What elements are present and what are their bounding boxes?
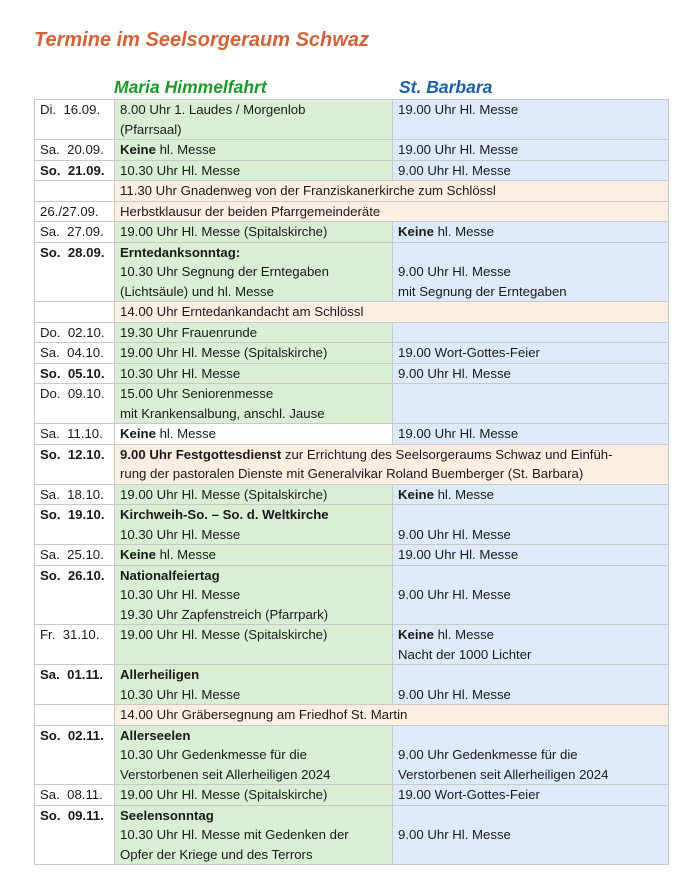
maria-himmelfahrt-cell [115, 545, 393, 566]
maria-himmelfahrt-cell [115, 424, 393, 445]
maria-himmelfahrt-cell [115, 505, 393, 545]
table-row [35, 160, 669, 181]
entry-text: hl. Messe [155, 547, 217, 562]
date-cell: 26./27.09. [35, 201, 115, 222]
table-row [35, 505, 669, 545]
entry-line [120, 806, 387, 826]
entry-bold-text: Keine [120, 426, 156, 441]
joint-event-cell [115, 181, 669, 202]
entry-text: Verstorbenen seit Allerheiligen 2024 [398, 766, 609, 782]
entry-bold-text: Keine [120, 547, 156, 562]
entry-text: 9.00 Uhr Hl. Messe [398, 162, 511, 178]
entry-line [398, 262, 663, 282]
maria-himmelfahrt-cell [115, 322, 393, 343]
entry-line [120, 202, 663, 222]
entry-text: Nacht der 1000 Lichter [398, 646, 532, 662]
date-cell: So. 19.10. [35, 505, 115, 545]
entry-bold-text: Keine [120, 142, 156, 157]
entry-line [120, 765, 387, 785]
joint-event-cell [115, 302, 669, 323]
entry-line [120, 384, 387, 404]
entry-line [120, 302, 663, 322]
st-barbara-cell [393, 545, 669, 566]
column-header-st-barbara: St. Barbara [399, 77, 493, 97]
entry-line [120, 181, 663, 201]
date-cell [35, 705, 115, 726]
maria-himmelfahrt-cell [115, 805, 393, 865]
entry-text: 19.30 Uhr Frauenrunde [120, 324, 258, 340]
entry-text: 10.30 Uhr Hl. Messe mit Gedenken der [120, 827, 349, 842]
entry-line [120, 445, 663, 465]
maria-himmelfahrt-cell [115, 725, 393, 785]
maria-himmelfahrt-cell [115, 484, 393, 505]
table-row [35, 665, 669, 705]
entry-text: 15.00 Uhr Seniorenmesse [120, 386, 274, 401]
table-row [35, 565, 669, 625]
entry-text: 19.00 Wort-Gottes-Feier [398, 787, 540, 802]
entry-text: hl. Messe [433, 627, 495, 642]
date-cell: Di. 16.09. [35, 100, 115, 140]
entry-text: zur Errichtung des Seelsorgeraums Schwaz und Einfüh- [281, 446, 613, 462]
entry-bold-text: Kirchweih-So. – So. d. Weltkirche [120, 507, 329, 522]
entry-line [398, 343, 663, 363]
table-row [35, 805, 669, 865]
entry-text: Opfer der Kriege und des Terrors [120, 846, 313, 862]
table-row [35, 222, 669, 243]
entry-line [398, 585, 663, 605]
joint-event-cell [115, 201, 669, 222]
st-barbara-cell [393, 242, 669, 302]
date-cell: So. 09.11. [35, 805, 115, 865]
date-cell: Do. 02.10. [35, 322, 115, 343]
st-barbara-cell [393, 785, 669, 806]
date-cell: Do. 09.10. [35, 384, 115, 424]
table-row [35, 181, 669, 202]
entry-line [120, 665, 387, 685]
entry-text: 19.00 Wort-Gottes-Feier [398, 345, 540, 360]
entry-line [120, 705, 663, 725]
entry-line [398, 685, 663, 705]
maria-himmelfahrt-cell [115, 785, 393, 806]
entry-line [398, 222, 663, 242]
st-barbara-cell [393, 805, 669, 865]
entry-line [120, 545, 387, 565]
entry-text: 9.00 Uhr Hl. Messe [398, 365, 511, 381]
maria-himmelfahrt-cell [115, 625, 393, 665]
entry-line [120, 100, 387, 120]
date-cell: So. 12.10. [35, 444, 115, 484]
entry-line [120, 262, 387, 282]
st-barbara-cell [393, 625, 669, 665]
entry-line [398, 161, 663, 181]
date-cell: Sa. 27.09. [35, 222, 115, 243]
table-row [35, 545, 669, 566]
date-cell: So. 26.10. [35, 565, 115, 625]
entry-line [120, 364, 387, 384]
entry-line [120, 605, 387, 625]
entry-bold-text: Nationalfeiertag [120, 567, 220, 583]
entry-line [120, 464, 663, 484]
entry-text: hl. Messe [155, 142, 217, 157]
date-cell: Sa. 01.11. [35, 665, 115, 705]
entry-text: 14.00 Uhr Gräbersegnung am Friedhof St. Martin [120, 707, 408, 722]
date-cell: So. 02.11. [35, 725, 115, 785]
entry-line [398, 785, 663, 805]
maria-himmelfahrt-cell [115, 665, 393, 705]
st-barbara-cell [393, 322, 669, 343]
entry-bold-text: Keine [398, 627, 434, 642]
entry-text: 19.00 Uhr Hl. Messe (Spitalskirche) [120, 486, 328, 502]
entry-line [120, 120, 387, 140]
entry-text: 9.00 Uhr Hl. Messe [398, 264, 511, 279]
entry-line [120, 505, 387, 525]
entry-line [398, 243, 663, 263]
entry-text: 9.00 Uhr Hl. Messe [398, 686, 511, 702]
entry-text: mit Segnung der Erntegaben [398, 283, 567, 299]
st-barbara-cell [393, 222, 669, 243]
maria-himmelfahrt-cell [115, 222, 393, 243]
entry-line [120, 645, 387, 665]
entry-line [120, 726, 387, 746]
entry-line [398, 282, 663, 302]
entry-text: 10.30 Uhr Hl. Messe [120, 587, 241, 602]
entry-line [120, 785, 387, 805]
date-cell: Sa. 25.10. [35, 545, 115, 566]
entry-text: 19.00 Uhr Hl. Messe (Spitalskirche) [120, 224, 328, 239]
entry-text: rung der pastoralen Dienste mit Generalvikar Roland Buemberger (St. Barbara) [120, 466, 584, 481]
entry-line [398, 625, 663, 645]
entry-bold-text: 9.00 Uhr Festgottesdienst [120, 446, 282, 462]
entry-text: hl. Messe [433, 486, 495, 502]
entry-text: mit Krankensalbung, anschl. Jause [120, 405, 325, 421]
table-row [35, 725, 669, 785]
entry-line [120, 745, 387, 765]
entry-line [120, 140, 387, 160]
st-barbara-cell [393, 100, 669, 140]
schedule-table [34, 99, 669, 865]
st-barbara-cell [393, 725, 669, 785]
table-row [35, 302, 669, 323]
maria-himmelfahrt-cell [115, 343, 393, 364]
entry-text: 10.30 Uhr Segnung der Erntegaben [120, 264, 329, 279]
maria-himmelfahrt-cell [115, 384, 393, 424]
maria-himmelfahrt-cell [115, 160, 393, 181]
column-header-maria-himmelfahrt: Maria Himmelfahrt [114, 77, 267, 97]
entry-text: hl. Messe [433, 224, 495, 239]
table-row [35, 625, 669, 665]
entry-text: 9.00 Uhr Hl. Messe [398, 827, 511, 842]
entry-line [398, 765, 663, 785]
entry-line [398, 726, 663, 746]
entry-bold-text: Keine [398, 486, 434, 502]
entry-line [398, 665, 663, 685]
schedule-body [35, 100, 669, 865]
entry-text: 19.00 Uhr Hl. Messe [398, 102, 519, 117]
st-barbara-cell [393, 343, 669, 364]
entry-line [120, 685, 387, 705]
entry-text: 8.00 Uhr 1. Laudes / Morgenlob [120, 102, 306, 117]
entry-line [120, 845, 387, 865]
table-row [35, 100, 669, 140]
st-barbara-cell [393, 363, 669, 384]
entry-text: 19.00 Uhr Hl. Messe (Spitalskirche) [120, 345, 328, 360]
entry-text: 9.00 Uhr Hl. Messe [398, 587, 511, 602]
table-row [35, 242, 669, 302]
maria-himmelfahrt-cell [115, 565, 393, 625]
entry-line [120, 424, 387, 444]
maria-himmelfahrt-cell [115, 242, 393, 302]
entry-text: 11.30 Uhr Gnadenweg von der Franziskanerkirche zum Schlössl [120, 183, 496, 198]
st-barbara-cell [393, 384, 669, 424]
entry-line [398, 100, 663, 120]
entry-line [398, 364, 663, 384]
entry-text: 10.30 Uhr Hl. Messe [120, 162, 241, 178]
date-cell: Sa. 20.09. [35, 140, 115, 161]
entry-line [398, 745, 663, 765]
entry-line [398, 566, 663, 586]
entry-text: Herbstklausur der beiden Pfarrgemeinderäte [120, 203, 381, 219]
entry-text: 19.30 Uhr Zapfenstreich (Pfarrpark) [120, 606, 329, 622]
table-row [35, 322, 669, 343]
page-title: Termine im Seelsorgeraum Schwaz [34, 29, 369, 51]
entry-line [120, 525, 387, 545]
entry-text: Verstorbenen seit Allerheiligen 2024 [120, 766, 331, 782]
entry-line [398, 806, 663, 826]
date-cell: So. 28.09. [35, 242, 115, 302]
entry-bold-text: Erntedanksonntag: [120, 244, 241, 260]
date-cell: Fr. 31.10. [35, 625, 115, 665]
table-row [35, 363, 669, 384]
entry-text: 10.30 Uhr Hl. Messe [120, 526, 241, 542]
table-row [35, 785, 669, 806]
date-cell: Sa. 18.10. [35, 484, 115, 505]
entry-line [398, 645, 663, 665]
entry-text: (Pfarrsaal) [120, 121, 182, 137]
st-barbara-cell [393, 565, 669, 625]
entry-text: 10.30 Uhr Gedenkmesse für die [120, 747, 307, 762]
entry-line [120, 566, 387, 586]
entry-line [398, 485, 663, 505]
entry-line [120, 222, 387, 242]
st-barbara-cell [393, 140, 669, 161]
table-row [35, 201, 669, 222]
date-cell [35, 181, 115, 202]
entry-text: (Lichtsäule) und hl. Messe [120, 283, 274, 299]
entry-text: 19.00 Uhr Hl. Messe (Spitalskirche) [120, 787, 328, 802]
entry-line [120, 161, 387, 181]
entry-line [120, 825, 387, 845]
entry-text: 14.00 Uhr Erntedankandacht am Schlössl [120, 304, 364, 319]
entry-text: 19.00 Uhr Hl. Messe [398, 142, 519, 157]
table-row [35, 424, 669, 445]
entry-line [120, 343, 387, 363]
entry-text: 9.00 Uhr Gedenkmesse für die [398, 747, 578, 762]
maria-himmelfahrt-cell [115, 140, 393, 161]
table-row [35, 343, 669, 364]
entry-line [120, 282, 387, 302]
entry-line [120, 625, 387, 645]
entry-line [398, 424, 663, 444]
joint-event-cell [115, 444, 669, 484]
entry-bold-text: Keine [398, 224, 434, 239]
table-row [35, 384, 669, 424]
entry-text: hl. Messe [155, 426, 217, 441]
entry-bold-text: Seelensonntag [120, 807, 214, 823]
date-cell: So. 21.09. [35, 160, 115, 181]
entry-line [398, 545, 663, 565]
date-cell: Sa. 04.10. [35, 343, 115, 364]
st-barbara-cell [393, 665, 669, 705]
maria-himmelfahrt-cell [115, 363, 393, 384]
entry-line [398, 525, 663, 545]
joint-event-cell [115, 705, 669, 726]
entry-line [120, 323, 387, 343]
date-cell: Sa. 08.11. [35, 785, 115, 806]
table-row [35, 705, 669, 726]
entry-text: 19.00 Uhr Hl. Messe [398, 426, 519, 441]
date-cell: So. 05.10. [35, 363, 115, 384]
entry-text: 19.00 Uhr Hl. Messe (Spitalskirche) [120, 627, 328, 642]
date-cell: Sa. 11.10. [35, 424, 115, 445]
entry-text: 19.00 Uhr Hl. Messe [398, 547, 519, 562]
entry-line [120, 243, 387, 263]
entry-line [120, 404, 387, 424]
st-barbara-cell [393, 484, 669, 505]
table-row [35, 140, 669, 161]
entry-text: 10.30 Uhr Hl. Messe [120, 365, 241, 381]
date-cell [35, 302, 115, 323]
entry-line [120, 485, 387, 505]
table-row [35, 444, 669, 484]
table-row [35, 484, 669, 505]
st-barbara-cell [393, 505, 669, 545]
entry-bold-text: Allerseelen [120, 727, 191, 743]
entry-bold-text: Allerheiligen [120, 667, 200, 682]
entry-text: 9.00 Uhr Hl. Messe [398, 526, 511, 542]
entry-line [398, 825, 663, 845]
entry-line [120, 585, 387, 605]
entry-text: 10.30 Uhr Hl. Messe [120, 686, 241, 702]
st-barbara-cell [393, 160, 669, 181]
entry-line [398, 140, 663, 160]
maria-himmelfahrt-cell [115, 100, 393, 140]
entry-line [398, 505, 663, 525]
st-barbara-cell [393, 424, 669, 445]
